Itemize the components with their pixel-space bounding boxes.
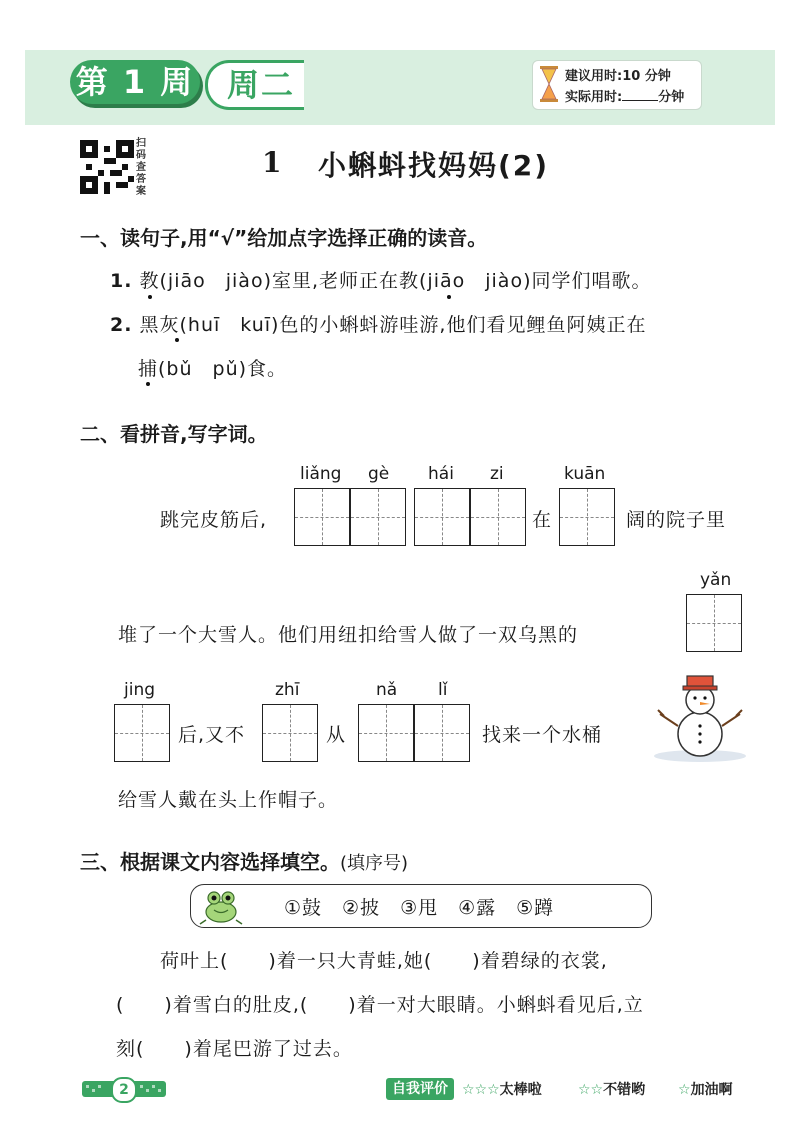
day-label: 周二 xyxy=(226,66,295,104)
actual-time-unit: 分钟 xyxy=(658,90,685,105)
pinyin-label: jing xyxy=(124,680,156,700)
lesson-title: 小蝌蚪找妈妈(2) xyxy=(318,149,550,182)
pinyin-label: zhī xyxy=(275,680,300,700)
fill-text: 阔的院子里 xyxy=(626,509,727,531)
star-icon: ☆☆ xyxy=(578,1082,604,1098)
actual-time-blank[interactable] xyxy=(622,88,658,101)
suggested-time: 建议用时:10 分钟 xyxy=(565,69,671,84)
fill-text: 在 xyxy=(532,509,553,531)
question-1-text: 教(jiāo jiào)室里,老师正在教(jiāo jiào)同学们唱歌。 xyxy=(139,270,652,292)
question-2-line1 xyxy=(110,310,646,337)
emphasis-dot xyxy=(175,338,179,342)
actual-time xyxy=(565,86,684,105)
star-icon: ☆☆☆ xyxy=(462,1082,500,1098)
snowman-icon xyxy=(650,664,750,764)
pinyin-label: liǎng xyxy=(300,464,342,484)
frog-icon xyxy=(196,884,246,926)
question-1-number: 1. xyxy=(110,270,133,292)
self-eval-label: 自我评价 xyxy=(386,1078,454,1100)
section3-title xyxy=(80,846,408,875)
lesson-number: 1 xyxy=(262,146,282,179)
passage-line: ( )着雪白的肚皮,( )着一对大眼睛。小蝌蚪看见后,立 xyxy=(116,994,644,1016)
rating-two-stars[interactable] xyxy=(578,1079,645,1099)
section3-note: (填序号) xyxy=(340,853,409,874)
fill-text: 跳完皮筋后, xyxy=(160,509,268,531)
passage-line: 刻( )着尾巴游了过去。 xyxy=(116,1038,353,1060)
section3-title-text: 三、根据课文内容选择填空。 xyxy=(80,850,340,874)
actual-time-label: 实际用时: xyxy=(565,90,623,105)
fill-text: 给雪人戴在头上作帽子。 xyxy=(118,789,339,811)
section2-title: 二、看拼音,写字词。 xyxy=(80,422,268,446)
writing-grid[interactable] xyxy=(686,594,742,652)
fill-text: 从 xyxy=(326,724,347,746)
pinyin-label: kuān xyxy=(564,464,606,484)
question-2-number: 2. xyxy=(110,314,133,336)
qr-code-icon[interactable] xyxy=(80,140,134,194)
emphasis-dot xyxy=(148,295,152,299)
writing-grid[interactable] xyxy=(294,488,350,546)
writing-grid[interactable] xyxy=(262,704,318,762)
hourglass-icon xyxy=(538,65,560,103)
rating-one-star[interactable] xyxy=(678,1079,733,1099)
writing-grid[interactable] xyxy=(114,704,170,762)
day-tab xyxy=(205,60,304,110)
section1-title: 一、读句子,用“√”给加点字选择正确的读音。 xyxy=(80,226,488,250)
pinyin-label: lǐ xyxy=(438,680,448,700)
passage-line: 荷叶上( )着一只大青蛙,她( )着碧绿的衣裳, xyxy=(160,950,608,972)
writing-grid[interactable] xyxy=(414,704,470,762)
rating-label: 不错哟 xyxy=(603,1082,646,1098)
pinyin-label: yǎn xyxy=(700,570,732,590)
pinyin-label: nǎ xyxy=(376,680,398,700)
rating-label: 太棒啦 xyxy=(499,1082,542,1098)
emphasis-dot xyxy=(447,295,451,299)
emphasis-dot xyxy=(146,382,150,386)
page-number: 2 xyxy=(111,1077,137,1103)
rating-label: 加油啊 xyxy=(690,1082,733,1098)
question-2-text: 黑灰(huī kuī)色的小蝌蚪游哇游,他们看见鲤鱼阿姨正在 xyxy=(139,314,647,336)
options-list: ①鼓 ②披 ③甩 ④露 ⑤蹲 xyxy=(284,897,555,919)
question-1 xyxy=(110,266,652,293)
rating-three-stars[interactable] xyxy=(462,1079,542,1099)
week-label: 第 1 周 xyxy=(75,63,195,101)
pinyin-label: zi xyxy=(490,464,504,484)
writing-grid[interactable] xyxy=(470,488,526,546)
writing-grid[interactable] xyxy=(358,704,414,762)
fill-text: 找来一个水桶 xyxy=(482,724,603,746)
writing-grid[interactable] xyxy=(350,488,406,546)
qr-label: 扫码查答案 xyxy=(136,138,146,197)
writing-grid[interactable] xyxy=(414,488,470,546)
fill-text: 堆了一个大雪人。他们用纽扣给雪人做了一双乌黑的 xyxy=(118,624,579,646)
pinyin-label: hái xyxy=(428,464,454,484)
star-icon: ☆ xyxy=(678,1082,691,1098)
question-2-line2: 捕(bǔ pǔ)食。 xyxy=(138,358,288,380)
pinyin-label: gè xyxy=(368,464,390,484)
writing-grid[interactable] xyxy=(559,488,615,546)
fill-text: 后,又不 xyxy=(178,724,246,746)
week-tab xyxy=(70,60,200,104)
